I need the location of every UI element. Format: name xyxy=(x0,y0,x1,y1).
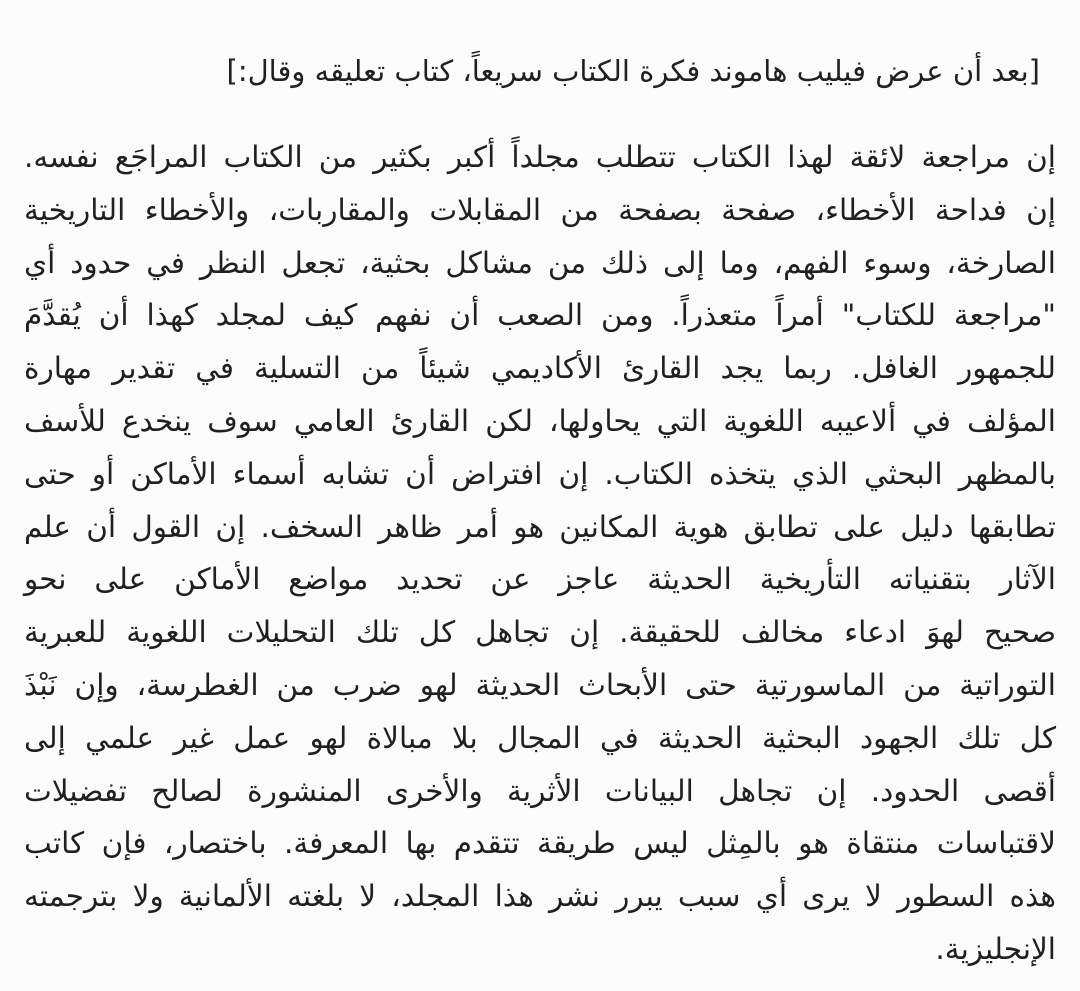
paragraph-line: المؤلف في ألاعيبه اللغوية التي يحاولها، لكن القارئ العامي سوف ينخدع للأسف xyxy=(24,403,1056,438)
paragraph-line: "مراجعة للكتاب" أمراً متعذراً. ومن الصعب أن نفهم كيف لمجلد كهذا أن يُقدَّمَ xyxy=(24,298,1056,333)
review-paragraph xyxy=(24,131,1056,976)
paragraph-line: الصارخة، وسوء الفهم، وما إلى ذلك من مشاكل بحثية، تجعل النظر في حدود أي xyxy=(24,245,1056,280)
paragraph-line: لاقتباسات منتقاة هو بالمِثل ليس طريقة تتقدم بها المعرفة. باختصار، فإن كاتب xyxy=(24,826,1056,861)
paragraph-line: هذه السطور لا يرى أي سبب يبرر نشر هذا المجلد، لا بلغته الألمانية ولا بترجمته xyxy=(24,879,1056,914)
paragraph-line: بالمظهر البحثي الذي يتخذه الكتاب. إن افتراض أن تشابه أسماء الأماكن أو حتى xyxy=(24,456,1056,491)
paragraph-line: الإنجليزية. xyxy=(935,931,1056,966)
paragraph-line: إن مراجعة لائقة لهذا الكتاب تتطلب مجلداً أكبر بكثير من الكتاب المراجَع نفسه. xyxy=(24,140,1056,174)
intro-note: [بعد أن عرض فيليب هاموند فكرة الكتاب سريعاً، كتاب تعليقه وقال:] xyxy=(226,54,1040,88)
paragraph-line: التوراتية من الماسورتية حتى الأبحاث الحديثة لهو ضرب من الغطرسة، وإن نَبْذَ xyxy=(24,667,1056,702)
paragraph-line: للجمهور الغافل. ربما يجد القارئ الأكاديمي شيئاً من التسلية في تقدير مهارة xyxy=(24,351,1056,386)
paragraph-line: أقصى الحدود. إن تجاهل البيانات الأثرية والأخرى المنشورة لصالح تفضيلات xyxy=(24,773,1056,808)
paragraph-line: الآثار بتقنياته التأريخية الحديثة عاجز عن تحديد مواضع الأماكن على نحو xyxy=(24,562,1056,597)
paragraph-line: صحيح لهوَ ادعاء مخالف للحقيقة. إن تجاهل كل تلك التحليلات اللغوية للعبرية xyxy=(24,615,1056,650)
paragraph-line: تطابقها دليل على تطابق هوية المكانين هو أمر ظاهر السخف. إن القول أن علم xyxy=(24,509,1056,544)
paragraph-line: كل تلك الجهود البحثية الحديثة في المجال بلا مبالاة لهو عمل غير علمي إلى xyxy=(24,720,1056,755)
paragraph-line: إن فداحة الأخطاء، صفحة بصفحة من المقابلات والمقاربات، والأخطاء التاريخية xyxy=(24,192,1056,227)
